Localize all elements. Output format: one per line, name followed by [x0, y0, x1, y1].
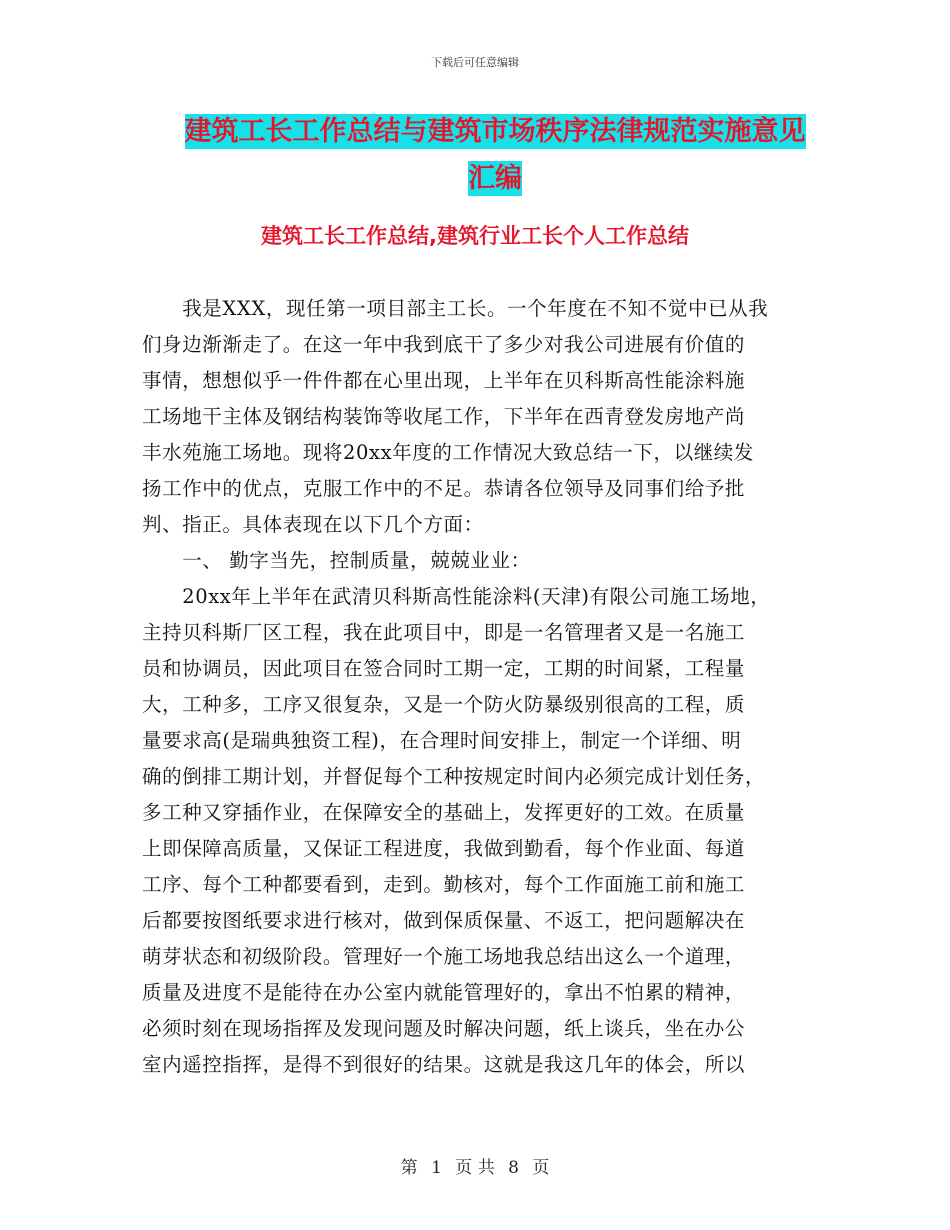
body-line: 判、指正。具体表现在以下几个方面：	[142, 513, 484, 536]
body-text	[142, 291, 812, 1083]
body-line: 我是XXX，现任第一项目部主工长。一个年度在不知不觉中已从我	[142, 297, 769, 320]
document-title-line-1: 建筑工长工作总结与建筑市场秩序法律规范实施意见	[184, 116, 806, 147]
body-line: 丰水苑施工场地。现将20xx年度的工作情况大致总结一下，以继续发	[142, 441, 755, 464]
body-line: 一、 勤字当先，控制质量，兢兢业业：	[142, 549, 531, 572]
body-line: 扬工作中的优点，克服工作中的不足。恭请各位领导及同事们给予批	[142, 477, 746, 500]
body-line: 员和协调员，因此项目在签合同时工期一定，工期的时间紧，工程量	[142, 657, 746, 680]
footer-page-number: 1	[431, 1158, 442, 1178]
body-line: 必须时刻在现场指挥及发现问题及时解决问题，纸上谈兵，坐在办公	[142, 1017, 746, 1040]
header-note: 下载后可任意编辑	[431, 56, 519, 69]
body-line: 们身边渐渐走了。在这一年中我到底干了多少对我公司进展有价值的	[142, 333, 746, 356]
body-line: 质量及进度不是能待在办公室内就能管理好的，拿出不怕累的精神，	[142, 981, 746, 1004]
body-line: 量要求高(是瑞典独资工程)，在合理时间安排上，制定一个详细、明	[142, 729, 742, 752]
body-line: 工序、每个工种都要看到，走到。勤核对，每个工作面施工前和施工	[142, 873, 746, 896]
body-line: 主持贝科斯厂区工程，我在此项目中，即是一名管理者又是一名施工	[142, 621, 746, 644]
body-line: 萌芽状态和初级阶段。管理好一个施工场地我总结出这么一个道理，	[142, 945, 746, 968]
document-title-line-2: 汇编	[468, 163, 522, 194]
document-title	[150, 108, 840, 202]
body-line: 事情，想想似乎一件件都在心里出现，上半年在贝科斯高性能涂料施	[142, 369, 746, 392]
body-line: 确的倒排工期计划，并督促每个工种按规定时间内必须完成计划任务，	[142, 765, 766, 788]
body-line: 上即保障高质量，又保证工程进度，我做到勤看，每个作业面、每道	[142, 837, 746, 860]
body-line: 大，工种多，工序又很复杂，又是一个防火防暴级别很高的工程，质	[142, 693, 746, 716]
body-line: 20xx年上半年在武清贝科斯高性能涂料(天津)有限公司施工场地，	[142, 585, 771, 608]
page-footer	[0, 1153, 950, 1178]
body-line: 多工种又穿插作业，在保障安全的基础上，发挥更好的工效。在质量	[142, 801, 746, 824]
body-line: 后都要按图纸要求进行核对，做到保质保量、不返工，把问题解决在	[142, 909, 746, 932]
footer-prefix: 第	[400, 1158, 418, 1178]
footer-total-pages: 8	[508, 1158, 519, 1178]
body-line: 室内遥控指挥，是得不到很好的结果。这就是我这几年的体会，所以	[142, 1053, 746, 1076]
footer-middle: 页 共	[455, 1158, 495, 1178]
body-line: 工场地干主体及钢结构装饰等收尾工作，下半年在西青登发房地产尚	[142, 405, 746, 428]
section-title: 建筑工长工作总结,建筑行业工长个人工作总结	[261, 224, 689, 248]
footer-suffix: 页	[532, 1158, 550, 1178]
